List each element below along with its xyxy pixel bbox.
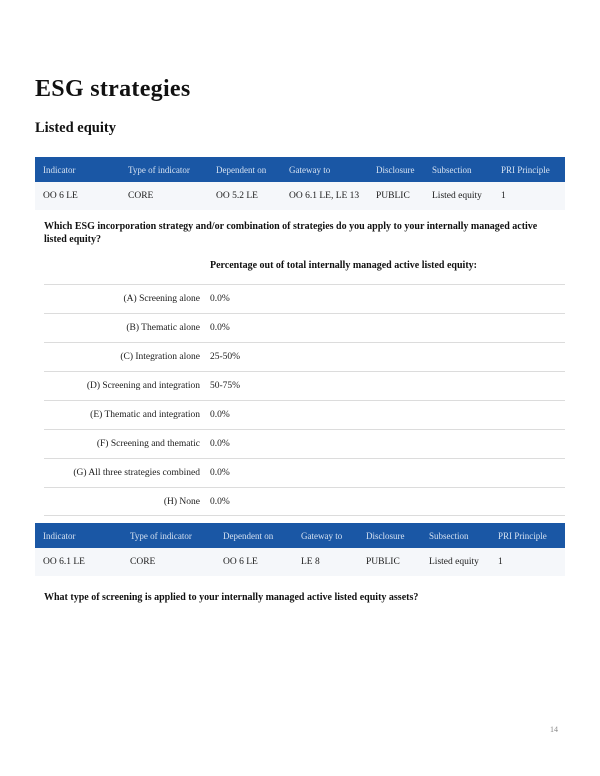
column-header-gateway: Gateway to (301, 530, 343, 541)
cell-dependent: OO 6 LE (215, 548, 293, 576)
option-row (44, 284, 565, 313)
column-header-disclosure: Disclosure (376, 164, 415, 175)
option-label: (A) Screening alone (123, 294, 200, 304)
cell-pri-principle: 1 (493, 182, 565, 210)
indicator-table-header (35, 523, 565, 548)
table-row (35, 548, 565, 576)
cell-pri-principle: 1 (490, 548, 565, 576)
page-number: 14 (550, 725, 558, 734)
option-label: (B) Thematic alone (126, 323, 200, 333)
option-row (44, 371, 565, 400)
option-row (44, 342, 565, 371)
table-row (35, 182, 565, 210)
option-value: 0.0% (210, 496, 230, 507)
question-esg-incorporation: Which ESG incorporation strategy and/or combination of strategies do you apply to your internally managed active listed equity? (44, 221, 538, 245)
option-label: (F) Screening and thematic (96, 439, 200, 449)
cell-subsection: Listed equity (424, 182, 493, 210)
column-header-pri-principle: PRI Principle (498, 530, 547, 541)
cell-indicator: OO 6 LE (35, 182, 120, 210)
column-header-type: Type of indicator (128, 164, 190, 175)
header-row (35, 523, 565, 548)
option-row (44, 429, 565, 458)
option-row (44, 400, 565, 429)
cell-disclosure: PUBLIC (358, 548, 421, 576)
indicator-table-header (35, 157, 565, 182)
option-label: (C) Integration alone (120, 352, 200, 362)
page-title: ESG strategies (35, 76, 191, 102)
option-label: (G) All three strategies combined (73, 468, 200, 478)
options-column-header: Percentage out of total internally managed active listed equity: (210, 260, 477, 271)
column-header-indicator: Indicator (43, 530, 76, 541)
column-header-subsection: Subsection (429, 530, 469, 541)
column-header-gateway: Gateway to (289, 164, 331, 175)
indicator-table-oo61le (35, 523, 565, 576)
header-row (35, 157, 565, 182)
option-label: (H) None (163, 496, 200, 507)
options-table (44, 284, 565, 516)
option-value: 0.0% (210, 294, 230, 304)
option-value: 0.0% (210, 468, 230, 478)
column-header-dependent: Dependent on (216, 164, 267, 175)
section-subtitle: Listed equity (35, 120, 116, 136)
cell-dependent: OO 5.2 LE (208, 182, 281, 210)
cell-indicator: OO 6.1 LE (35, 548, 122, 576)
option-value: 0.0% (210, 323, 230, 333)
column-header-dependent: Dependent on (223, 530, 274, 541)
option-value: 0.0% (210, 439, 230, 449)
column-header-subsection: Subsection (432, 164, 472, 175)
column-header-indicator: Indicator (43, 164, 76, 175)
cell-disclosure: PUBLIC (368, 182, 424, 210)
cell-subsection: Listed equity (421, 548, 490, 576)
column-header-disclosure: Disclosure (366, 530, 405, 541)
option-label: (E) Thematic and integration (90, 410, 200, 420)
cell-gateway: LE 8 (293, 548, 358, 576)
option-row (44, 458, 565, 487)
option-label: (D) Screening and integration (86, 381, 200, 391)
option-value: 25-50% (210, 352, 241, 362)
cell-gateway: OO 6.1 LE, LE 13 (281, 182, 368, 210)
option-row (44, 487, 565, 516)
option-row (44, 313, 565, 342)
cell-type: CORE (122, 548, 215, 576)
indicator-table-oo6le (35, 157, 565, 210)
cell-type: CORE (120, 182, 208, 210)
question-screening-type: What type of screening is applied to your internally managed active listed equity assets? (44, 592, 419, 603)
column-header-type: Type of indicator (130, 530, 192, 541)
option-value: 50-75% (210, 381, 241, 391)
option-value: 0.0% (210, 410, 230, 420)
column-header-pri-principle: PRI Principle (501, 164, 550, 175)
